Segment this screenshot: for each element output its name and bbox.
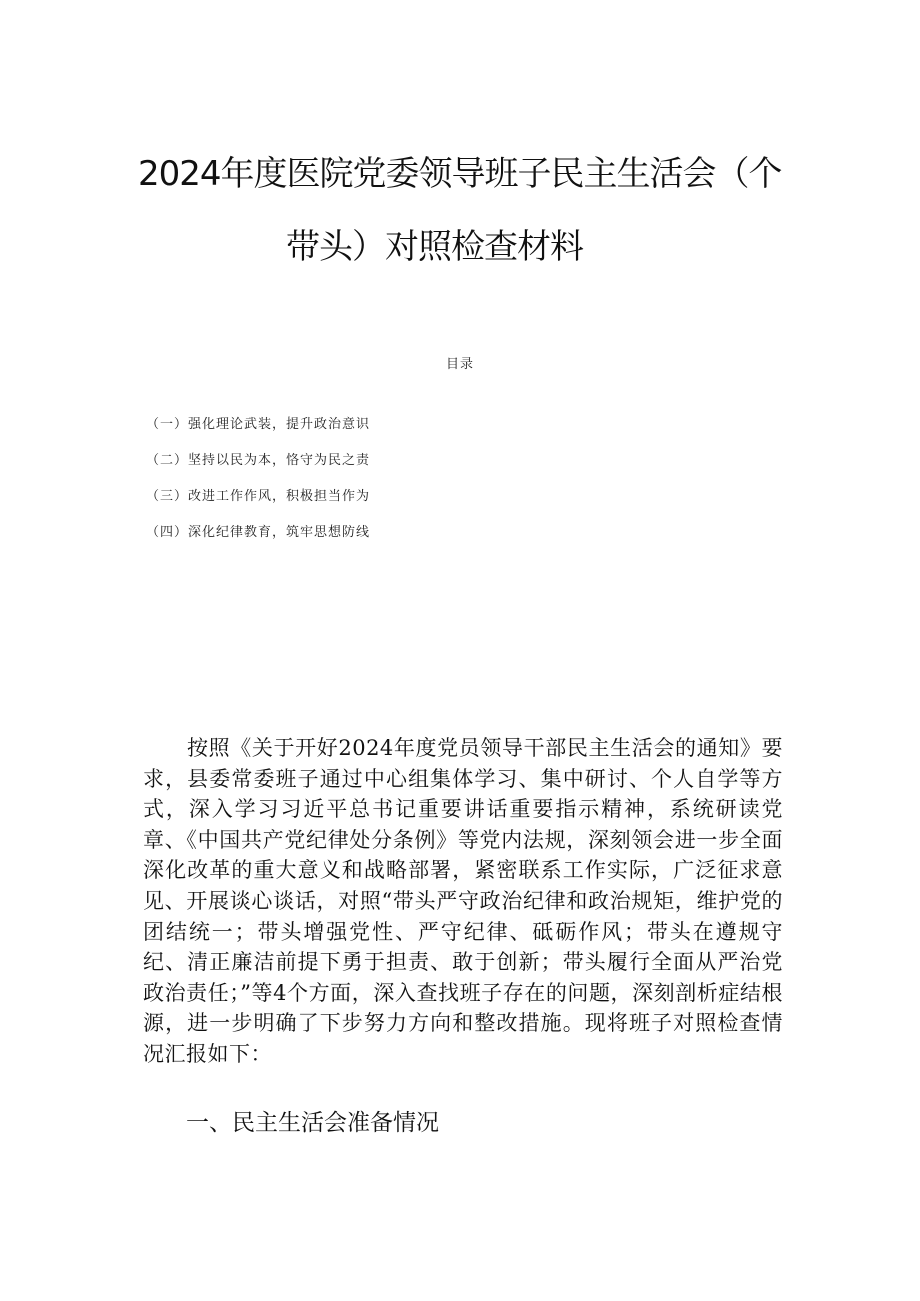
intro-paragraph: 按照《关于开好2024年度党员领导干部民主生活会的通知》要求，县委常委班子通过中心组集体学习、集中研讨、个人自学等方式，深入学习习近平总书记重要讲话重要指示精神，系统研读党章、《中国共产党纪律处分条例》等党内法规，深刻领会进一步全面深化改革的重大意义和战略部署，紧密联系工作实际，广泛征求意见、开展谈心谈话，对照“带头严守政治纪律和政治规矩，维护党的团结统一；带头增强党性、严守纪律、砥砺作风；带头在遵规守纪、清正廉洁前提下勇于担责、敢于创新；带头履行全面从严治党政治责任；”等4个方面，深入查找班子存在的问题，深刻剖析症结根源，进一步明确了下步努力方向和整改措施。现将班子对照检查情况汇报如下：: [143, 736, 783, 1066]
toc-item: （三）改进工作作风，积极担当作为: [146, 489, 371, 504]
toc-item: （二）坚持以民为本，恪守为民之责: [146, 453, 371, 468]
table-of-contents: [146, 415, 370, 559]
toc-heading: 目录: [446, 357, 475, 372]
toc-item: （四）深化纪律教育，筑牢思想防线: [146, 525, 371, 540]
document-title-line-2: 带头）对照检查材料: [286, 227, 583, 267]
section-heading: 一、民主生活会准备情况: [186, 1110, 439, 1136]
toc-item: （一）强化理论武装，提升政治意识: [146, 417, 371, 432]
document-title-line-1: 2024年度医院党委领导班子民主生活会（个: [138, 154, 782, 194]
